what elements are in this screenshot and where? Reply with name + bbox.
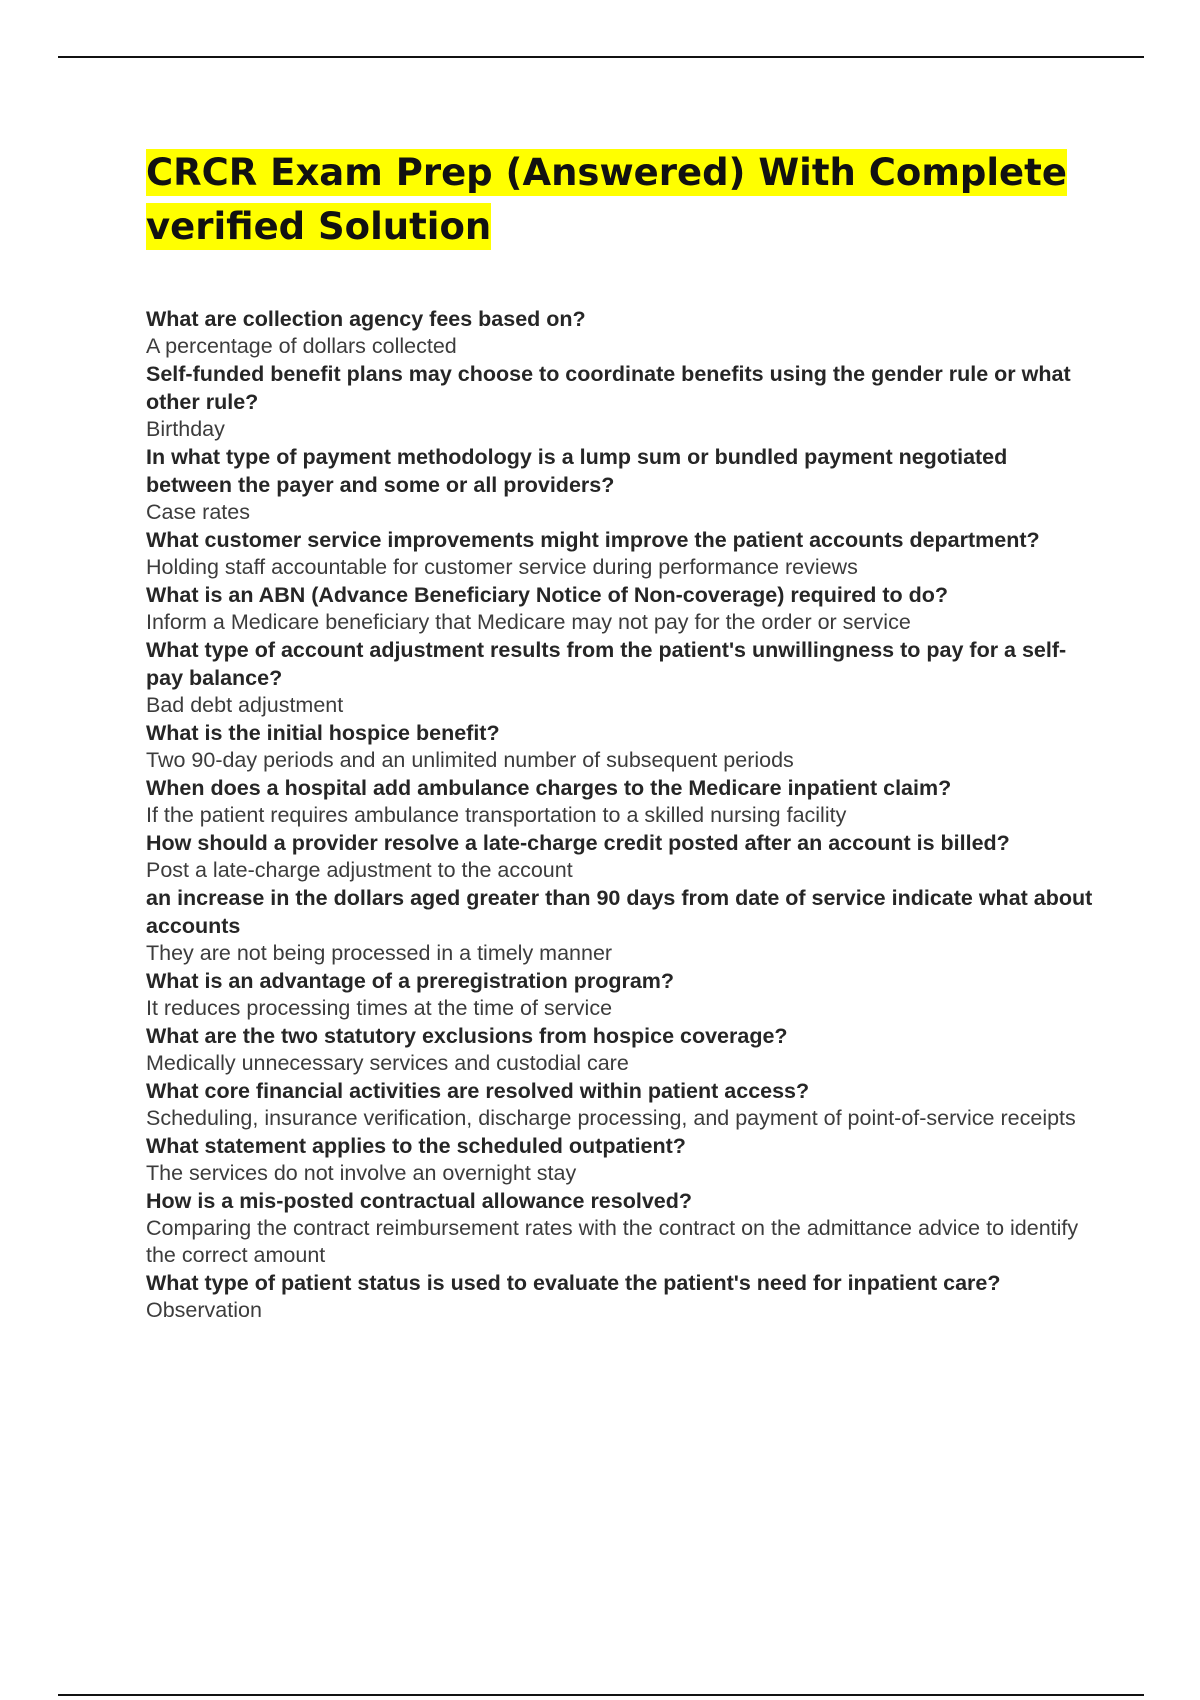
qa-item bbox=[146, 305, 1096, 360]
question-text: What statement applies to the scheduled outpatient? bbox=[146, 1134, 686, 1158]
answer-text: Two 90-day periods and an unlimited number of subsequent periods bbox=[146, 748, 794, 772]
question-text: In what type of payment methodology is a lump sum or bundled payment negotiated between the payer and some or all providers? bbox=[146, 445, 1008, 497]
answer-text: Holding staff accountable for customer service during performance reviews bbox=[146, 555, 858, 579]
answer-text: Post a late-charge adjustment to the account bbox=[146, 858, 573, 882]
qa-list bbox=[146, 305, 1096, 1324]
qa-item bbox=[146, 581, 1096, 636]
answer-text: Comparing the contract reimbursement rates with the contract on the admittance advice to identify the correct amount bbox=[146, 1216, 1079, 1267]
answer-text: Bad debt adjustment bbox=[146, 693, 344, 717]
qa-item bbox=[146, 1269, 1096, 1324]
header-rule bbox=[58, 56, 1144, 58]
qa-item bbox=[146, 829, 1096, 884]
document-title bbox=[146, 146, 1106, 254]
footer-rule bbox=[58, 1694, 1144, 1696]
question-text: What is an ABN (Advance Beneficiary Notice of Non-coverage) required to do? bbox=[146, 583, 948, 607]
question-text: How should a provider resolve a late-charge credit posted after an account is billed? bbox=[146, 831, 1010, 855]
question-text: How is a mis-posted contractual allowance resolved? bbox=[146, 1189, 693, 1213]
qa-item bbox=[146, 360, 1096, 443]
qa-item bbox=[146, 1022, 1096, 1077]
answer-text: The services do not involve an overnight stay bbox=[146, 1161, 577, 1185]
answer-text: Scheduling, insurance verification, discharge processing, and payment of point-of-service receipts bbox=[146, 1106, 1076, 1130]
question-text: What type of account adjustment results from the patient's unwillingness to pay for a self-pay balance? bbox=[146, 638, 1067, 690]
qa-item bbox=[146, 1187, 1096, 1269]
question-text: What are collection agency fees based on? bbox=[146, 307, 586, 331]
question-text: What are the two statutory exclusions from hospice coverage? bbox=[146, 1024, 788, 1048]
answer-text: Case rates bbox=[146, 500, 250, 524]
qa-item bbox=[146, 443, 1096, 526]
question-text: Self-funded benefit plans may choose to coordinate benefits using the gender rule or what other rule? bbox=[146, 362, 1071, 414]
qa-item bbox=[146, 967, 1096, 1022]
qa-item bbox=[146, 636, 1096, 719]
answer-text: Observation bbox=[146, 1298, 262, 1322]
answer-text: It reduces processing times at the time of service bbox=[146, 996, 613, 1020]
question-text: What core financial activities are resolved within patient access? bbox=[146, 1079, 810, 1103]
answer-text: Medically unnecessary services and custodial care bbox=[146, 1051, 629, 1075]
qa-item bbox=[146, 884, 1096, 967]
question-text: What customer service improvements might improve the patient accounts department? bbox=[146, 528, 1040, 552]
qa-item bbox=[146, 1077, 1096, 1132]
question-text: What is the initial hospice benefit? bbox=[146, 721, 500, 745]
question-text: an increase in the dollars aged greater than 90 days from date of service indicate what about accounts bbox=[146, 886, 1093, 938]
title-highlight: CRCR Exam Prep (Answered) With Complete verified Solution bbox=[146, 151, 1067, 248]
qa-item bbox=[146, 1132, 1096, 1187]
answer-text: Inform a Medicare beneficiary that Medicare may not pay for the order or service bbox=[146, 610, 911, 634]
answer-text: A percentage of dollars collected bbox=[146, 334, 457, 358]
question-text: What is an advantage of a preregistration program? bbox=[146, 969, 675, 993]
question-text: What type of patient status is used to evaluate the patient's need for inpatient care? bbox=[146, 1271, 1001, 1295]
qa-item bbox=[146, 719, 1096, 774]
question-text: When does a hospital add ambulance charges to the Medicare inpatient claim? bbox=[146, 776, 952, 800]
answer-text: Birthday bbox=[146, 417, 225, 441]
answer-text: They are not being processed in a timely manner bbox=[146, 941, 613, 965]
qa-item bbox=[146, 526, 1096, 581]
answer-text: If the patient requires ambulance transportation to a skilled nursing facility bbox=[146, 803, 847, 827]
qa-item bbox=[146, 774, 1096, 829]
